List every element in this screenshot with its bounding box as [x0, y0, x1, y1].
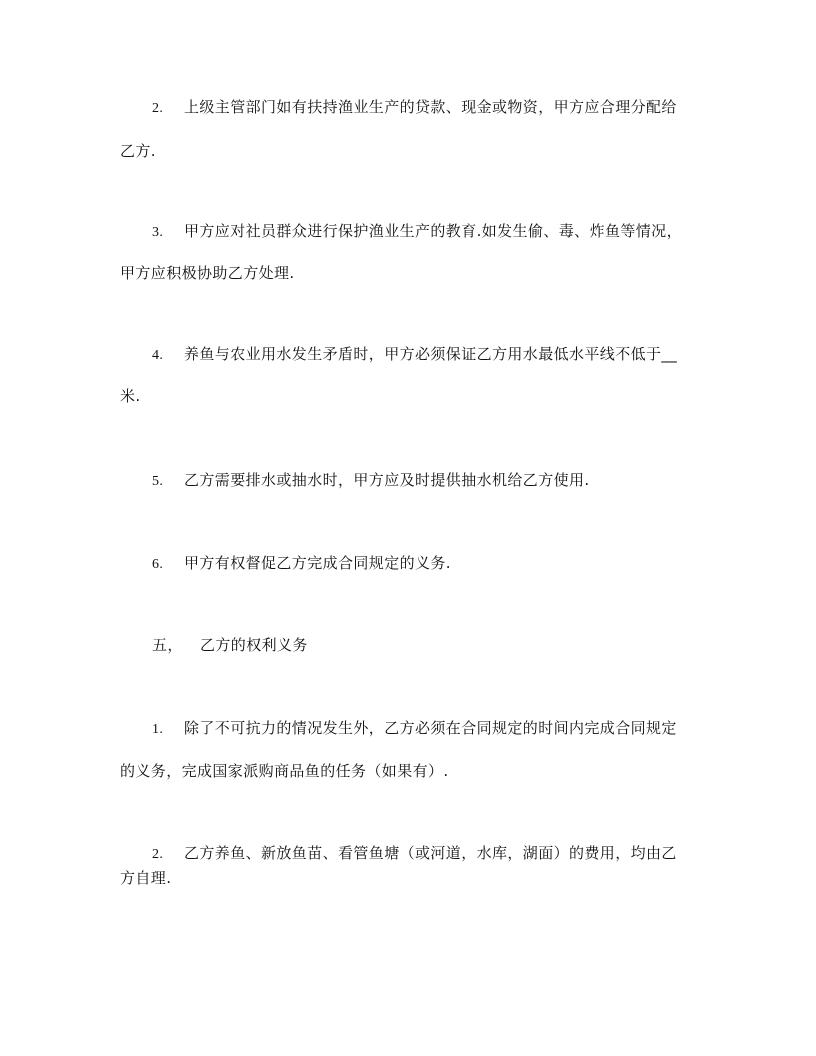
clause-text: 乙方养鱼、新放鱼苗、看管鱼塘（或河道，水库，湖面）的费用，均由乙 [184, 844, 677, 862]
clause-number: 2. [152, 847, 164, 862]
clause-number: 3. [152, 225, 164, 240]
clause-line [152, 97, 700, 119]
clause-line [152, 718, 700, 740]
clause-text: 乙方需要排水或抽水时，甲方应及时提供抽水机给乙方使用. [184, 471, 590, 489]
clause-text: 除了不可抗力的情况发生外，乙方必须在合同规定的时间内完成合同规定 [184, 719, 677, 737]
clause-line [152, 344, 700, 366]
clause-line [152, 553, 700, 575]
clause-continuation: 米. [120, 387, 141, 405]
section-heading [152, 635, 700, 655]
clause-text: 甲方应对社员群众进行保护渔业生产的教育.如发生偷、毒、炸鱼等情况， [184, 222, 682, 240]
clause-text: 养鱼与农业用水发生矛盾时，甲方必须保证乙方用水最低水平线不低于__ [184, 345, 678, 363]
clause-text: 上级主管部门如有扶持渔业生产的贷款、现金或物资，甲方应合理分配给 [184, 98, 677, 116]
clause-text: 甲方有权督促乙方完成合同规定的义务. [184, 554, 451, 572]
clause-line [152, 843, 700, 865]
section-number: 五， [152, 636, 183, 654]
clause-number: 2. [152, 101, 164, 116]
clause-line [152, 470, 700, 492]
section-title: 乙方的权利义务 [200, 636, 308, 654]
clause-continuation: 方自理. [120, 869, 172, 887]
clause-continuation: 乙方. [120, 142, 156, 160]
clause-number: 4. [152, 348, 164, 363]
clause-continuation: 的义务，完成国家派购商品鱼的任务（如果有）. [120, 762, 449, 780]
clause-line [152, 221, 700, 243]
clause-continuation: 甲方应积极协助乙方处理. [120, 264, 295, 282]
clause-number: 5. [152, 474, 164, 489]
clause-number: 6. [152, 557, 164, 572]
clause-number: 1. [152, 722, 164, 737]
